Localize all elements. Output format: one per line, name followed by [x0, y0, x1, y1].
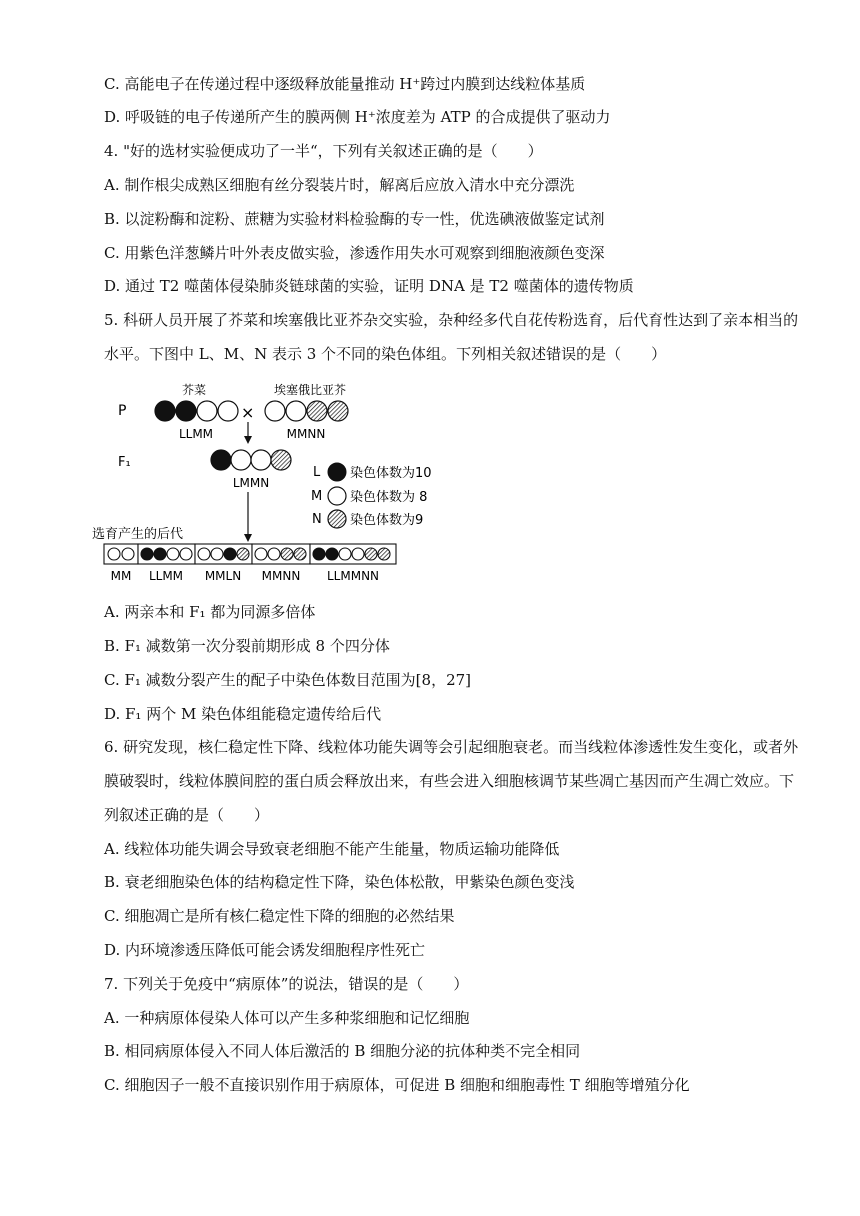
q5-option-d: D. F₁ 两个 M 染色体组能稳定遗传给后代: [104, 705, 382, 723]
q6-stem-line3: 列叙述正确的是（ ）: [104, 806, 270, 824]
q6-option-d: D. 内环境渗透压降低可能会诱发细胞程序性死亡: [104, 941, 426, 959]
q5-stem-line1: 5. 科研人员开展了芥菜和埃塞俄比亚芥杂交实验，杂种经多代自花传粉选育，后代育性达到了亲本相当的: [104, 311, 799, 329]
q3-option-d: D. 呼吸链的电子传递所产生的膜两侧 H⁺浓度差为 ATP 的合成提供了驱动力: [104, 108, 611, 126]
parent2-chromosomes: [265, 401, 348, 421]
chromosome-cross-diagram: [88, 378, 488, 588]
legend-l-text: 染色体数为10: [350, 466, 432, 481]
q4-option-b: B. 以淀粉酶和淀粉、蔗糖为实验材料检验酶的专一性，优选碘液做鉴定试剂: [104, 210, 605, 228]
legend-n-swatch: [328, 510, 346, 528]
legend: [311, 463, 432, 528]
parent1-genome: LLMM: [178, 427, 214, 441]
arrow-f1-to-offspring: [244, 492, 252, 542]
f1-chromosomes: [211, 450, 291, 470]
legend-m-text: 染色体数为 8: [350, 490, 428, 505]
f1-genome: LMMN: [232, 476, 270, 490]
legend-m-swatch: [328, 487, 346, 505]
offspring-title: 选育产生的后代: [92, 527, 184, 542]
legend-l-letter: L: [313, 465, 321, 480]
q6-option-c: C. 细胞凋亡是所有核仁稳定性下降的细胞的必然结果: [104, 907, 455, 925]
q4-stem: 4. "好的选材实验便成功了一半“，下列有关叙述正确的是（ ）: [104, 142, 543, 160]
parent1-name: 芥菜: [182, 383, 207, 397]
offspring-label-mmln: MMLN: [204, 569, 242, 583]
q6-stem-line1: 6. 研究发现，核仁稳定性下降、线粒体功能失调等会引起细胞衰老。而当线粒体渗透性发生变化，或者外: [104, 738, 799, 756]
legend-l-swatch: [328, 463, 346, 481]
legend-n-letter: N: [312, 512, 322, 527]
offspring-label-mmnn: MMNN: [261, 569, 301, 583]
offspring-label-llmmnn: LLMMNN: [326, 569, 380, 583]
q7-option-b: B. 相同病原体侵入不同人体后激活的 B 细胞分泌的抗体种类不完全相同: [104, 1042, 581, 1060]
q4-option-a: A. 制作根尖成熟区细胞有丝分裂装片时，解离后应放入清水中充分漂洗: [104, 176, 575, 194]
cross-symbol: ×: [241, 403, 255, 422]
parent1-chromosomes: [155, 401, 238, 421]
q3-option-c: C. 高能电子在传递过程中逐级释放能量推动 H⁺跨过内膜到达线粒体基质: [104, 75, 586, 93]
q7-option-c: C. 细胞因子一般不直接识别作用于病原体，可促进 B 细胞和细胞毒性 T 细胞等增殖分化: [104, 1076, 690, 1094]
offspring-label-llmm: LLMM: [148, 569, 184, 583]
q5-stem-line2: 水平。下图中 L、M、N 表示 3 个不同的染色体组。下列相关叙述错误的是（ ）: [104, 345, 667, 363]
q5-option-c: C. F₁ 减数分裂产生的配子中染色体数目范围为[8，27]: [104, 671, 472, 689]
q5-option-b: B. F₁ 减数第一次分裂前期形成 8 个四分体: [104, 637, 390, 655]
legend-m-letter: M: [311, 489, 323, 504]
q4-option-d: D. 通过 T2 噬菌体侵染肺炎链球菌的实验，证明 DNA 是 T2 噬菌体的遗传物质: [104, 277, 634, 295]
q7-stem: 7. 下列关于免疫中“病原体”的说法，错误的是（ ）: [104, 975, 469, 993]
offspring-row: [104, 544, 396, 564]
q6-stem-line2: 膜破裂时，线粒体膜间腔的蛋白质会释放出来，有些会进入细胞核调节某些凋亡基因而产生凋亡效应。下: [104, 772, 795, 790]
arrow-p-to-f1: [244, 422, 252, 444]
q4-option-c: C. 用紫色洋葱鳞片叶外表皮做实验，渗透作用失水可观察到细胞液颜色变深: [104, 244, 605, 262]
parent2-genome: MMNN: [286, 427, 326, 441]
offspring-label-mm: MM: [110, 569, 132, 583]
q6-option-b: B. 衰老细胞染色体的结构稳定性下降，染色体松散，甲紫染色颜色变浅: [104, 873, 575, 891]
q6-option-a: A. 线粒体功能失调会导致衰老细胞不能产生能量，物质运输功能降低: [104, 840, 560, 858]
f1-label: F₁: [118, 455, 131, 470]
p-label: P: [118, 403, 127, 419]
parent2-name: 埃塞俄比亚芥: [274, 383, 347, 397]
q7-option-a: A. 一种病原体侵染人体可以产生多种浆细胞和记忆细胞: [104, 1009, 470, 1027]
q5-option-a: A. 两亲本和 F₁ 都为同源多倍体: [104, 603, 316, 621]
legend-n-text: 染色体数为9: [350, 513, 424, 528]
